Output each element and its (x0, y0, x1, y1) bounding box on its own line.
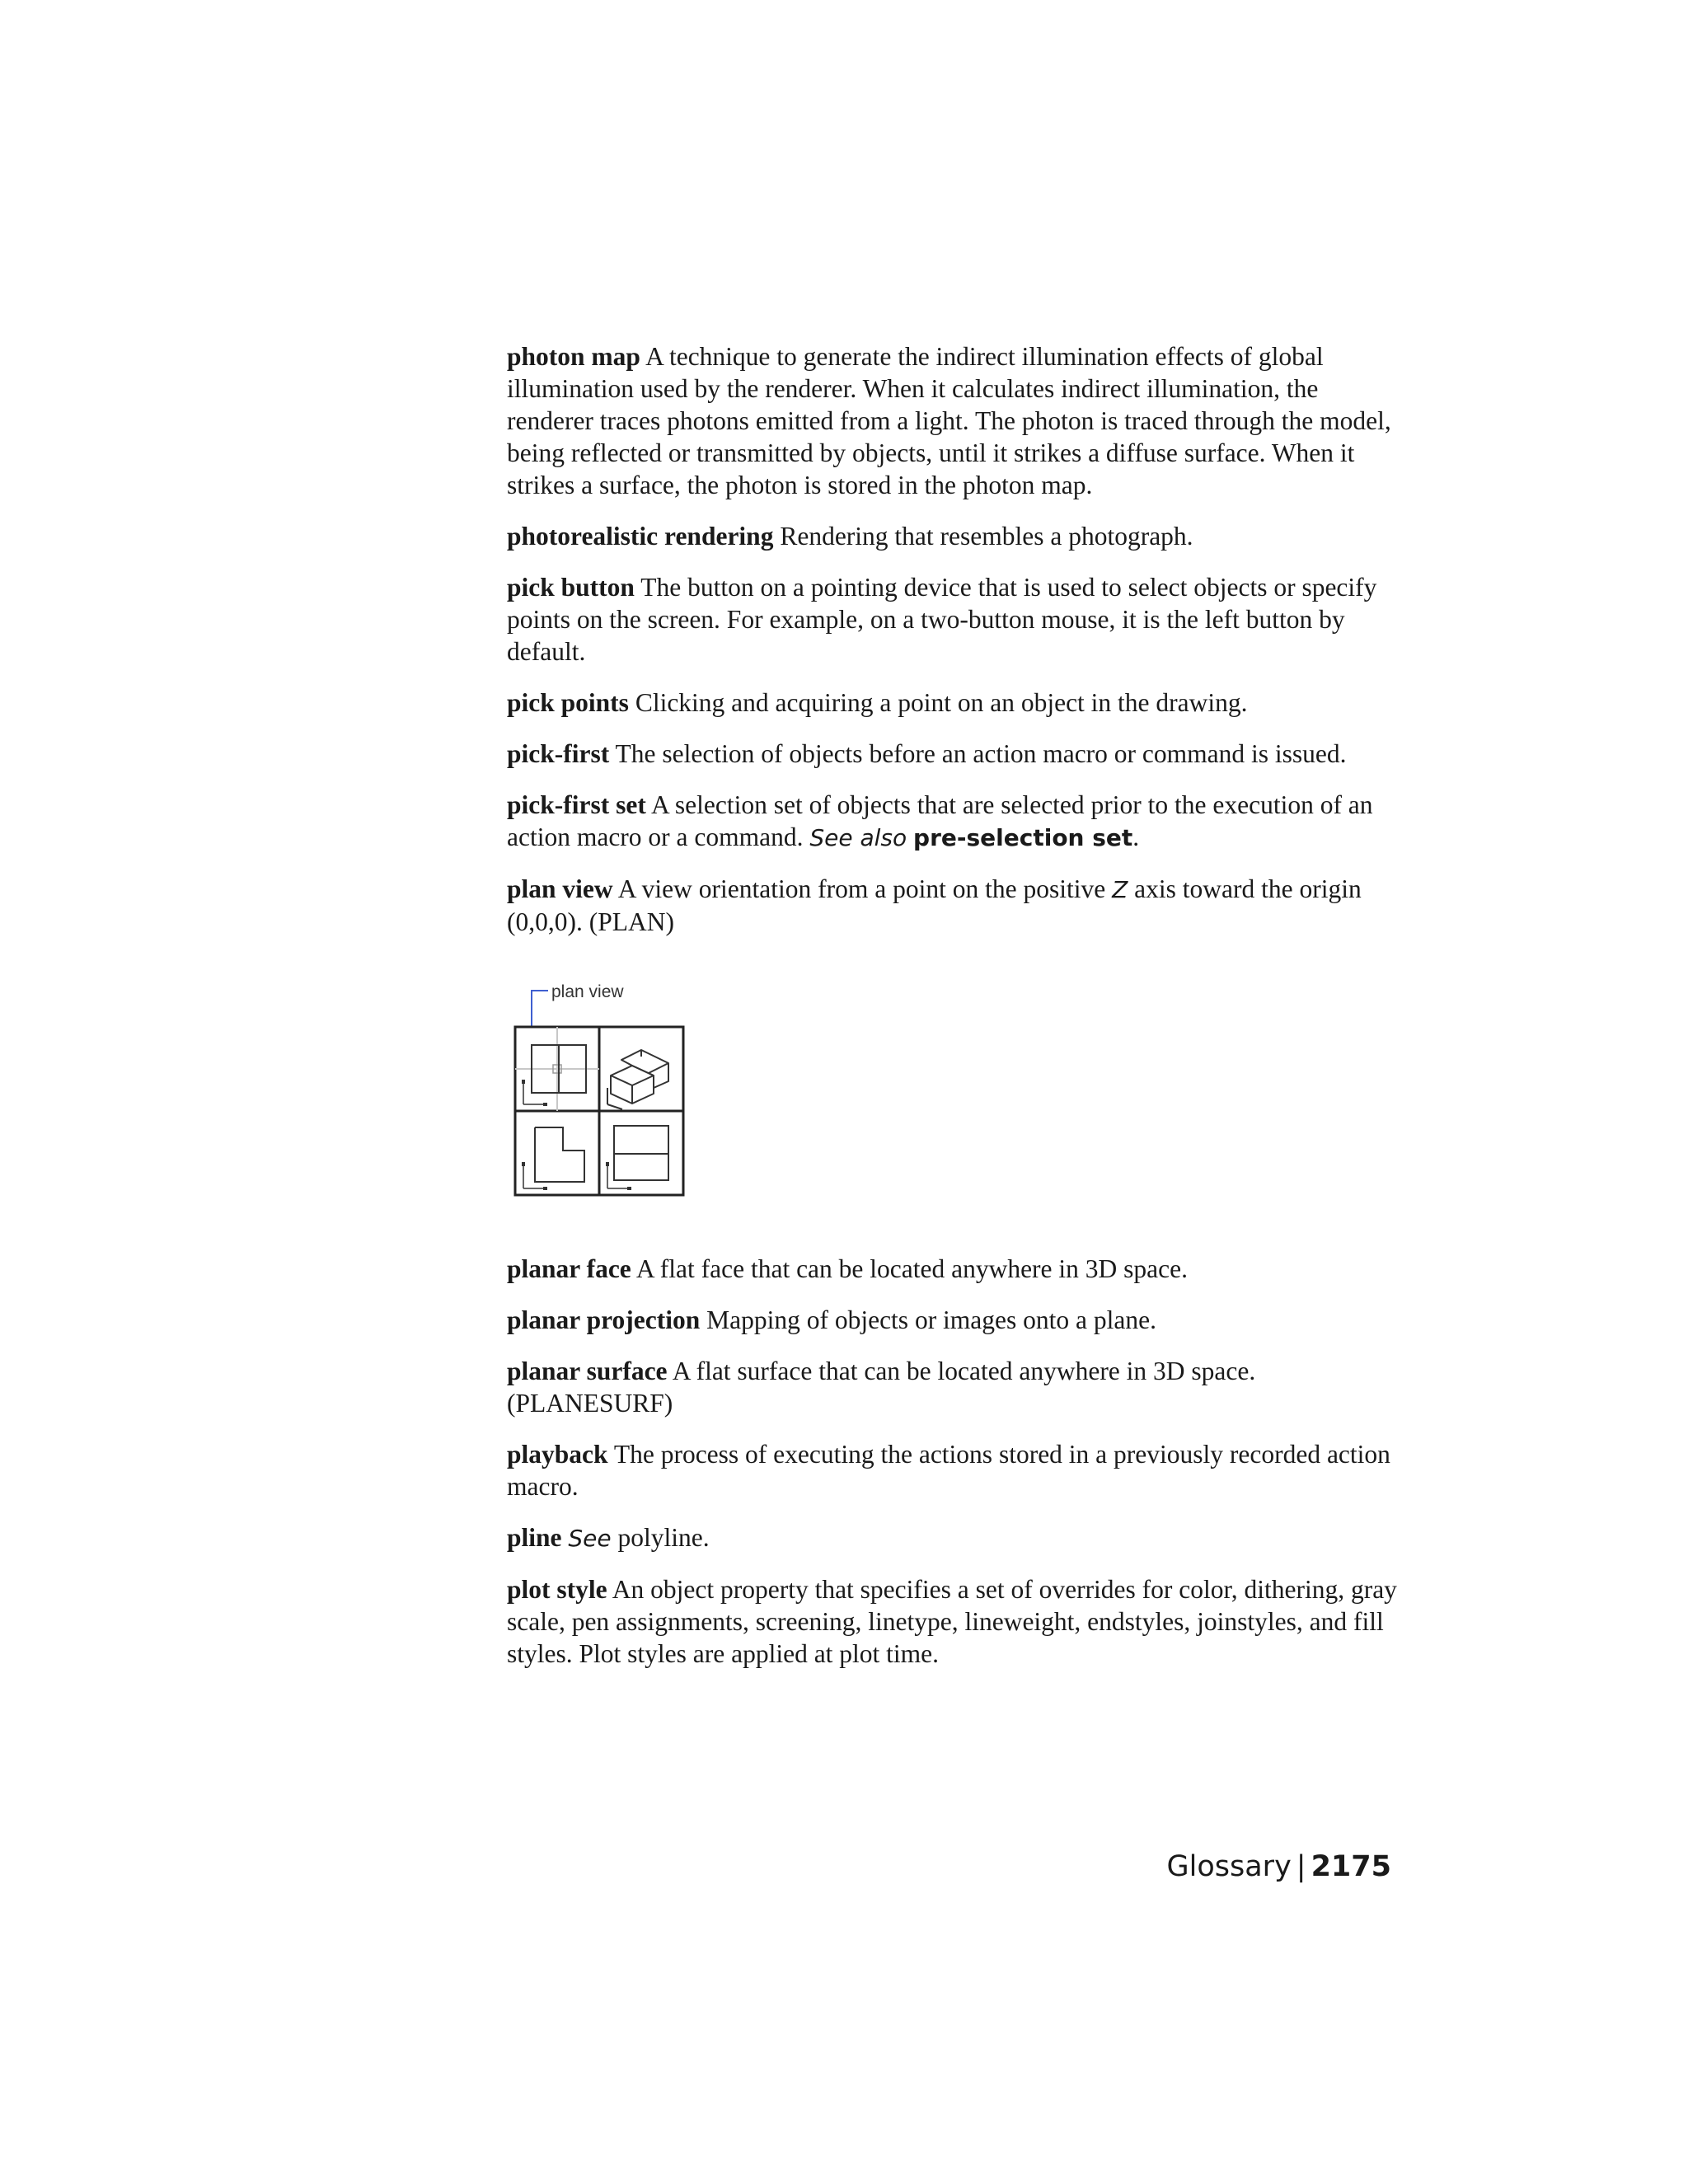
footer-separator: | (1296, 1850, 1306, 1883)
axis-letter: Z (1112, 876, 1128, 903)
entry-term: playback (507, 1440, 608, 1469)
glossary-entry-pline (507, 1521, 1397, 1554)
entry-definition: A flat surface that can be located anywhere in 3D space. (PLANESURF) (507, 1357, 1256, 1418)
callout-label: plan view (551, 982, 624, 1001)
entry-definition: The button on a pointing device that is used to select objects or specify points on the screen. For example, on a two-button mouse, it is the left button by default. (507, 573, 1377, 666)
entry-term: photon map (507, 342, 640, 371)
glossary-entry-pick-points (507, 687, 1397, 719)
entry-definition: A flat face that can be located anywhere in 3D space. (635, 1254, 1188, 1283)
entry-term: plot style (507, 1575, 607, 1604)
glossary-entry-plot-style (507, 1573, 1397, 1670)
entry-definition: The process of executing the actions stored in a previously recorded action macro. (507, 1440, 1390, 1501)
glossary-entry-planar-face (507, 1253, 1397, 1285)
entry-term: pick button (507, 573, 635, 602)
entry-definition: An object property that specifies a set of overrides for color, dithering, gray scale, pen assignments, screening, linetype, lineweight, endstyles, joinstyles, and fill styles. Plot styles are applied at plot time. (507, 1575, 1397, 1668)
glossary-entry-photon-map (507, 340, 1397, 501)
entry-definition-part1: A view orientation from a point on the positive (617, 874, 1106, 903)
entry-definition: Clicking and acquiring a point on an object in the drawing. (635, 688, 1248, 717)
plan-view-figure (507, 972, 705, 1212)
entry-term: planar surface (507, 1357, 668, 1385)
viewports-illustration (507, 972, 705, 1212)
see-link[interactable]: polyline. (617, 1523, 710, 1552)
entry-term: pick-first set (507, 790, 646, 819)
entry-definition: A technique to generate the indirect illumination effects of global illumination used by the renderer. When it calculates indirect illumination, the renderer traces photons emitted from a light. The photon is traced through the model, being reflected or transmitted by objects, until it strikes a diffuse surface. When it strikes a surface, the photon is stored in the photon map. (507, 342, 1391, 499)
entry-term: photorealistic rendering (507, 522, 774, 551)
entry-definition: Rendering that resembles a photograph. (780, 522, 1193, 551)
footer-section-name: Glossary (1166, 1850, 1292, 1883)
glossary-entry-pick-first (507, 738, 1397, 770)
entry-definition: A selection set of objects that are selected prior to the execution of an action macro or a command. (507, 790, 1373, 851)
entry-definition: Mapping of objects or images onto a plane. (706, 1305, 1156, 1334)
glossary-entry-photorealistic-rendering (507, 520, 1397, 552)
glossary-entry-pick-first-set (507, 789, 1397, 854)
page-number: 2175 (1311, 1850, 1391, 1883)
entry-term: planar projection (507, 1305, 701, 1334)
glossary-entry-pick-button (507, 571, 1397, 668)
glossary-entry-planar-projection (507, 1304, 1397, 1336)
entry-definition-part2: axis toward the origin (0,0,0). (PLAN) (507, 874, 1362, 936)
glossary-entry-plan-view (507, 873, 1397, 938)
page-footer (1167, 1850, 1392, 1883)
glossary-entry-planar-surface (507, 1355, 1397, 1419)
entry-term: pick-first (507, 739, 610, 768)
entry-trailing-period: . (1132, 823, 1140, 851)
see-also-label: See also (809, 824, 907, 851)
entry-term: plan view (507, 874, 613, 903)
see-also-link[interactable]: pre-selection set (913, 824, 1133, 851)
glossary-column (507, 340, 1397, 1689)
entry-term: planar face (507, 1254, 631, 1283)
entry-term: pline (507, 1523, 562, 1552)
glossary-entry-playback (507, 1438, 1397, 1502)
see-label: See (568, 1525, 612, 1552)
entry-term: pick points (507, 688, 629, 717)
entry-definition: The selection of objects before an action macro or command is issued. (615, 739, 1347, 768)
